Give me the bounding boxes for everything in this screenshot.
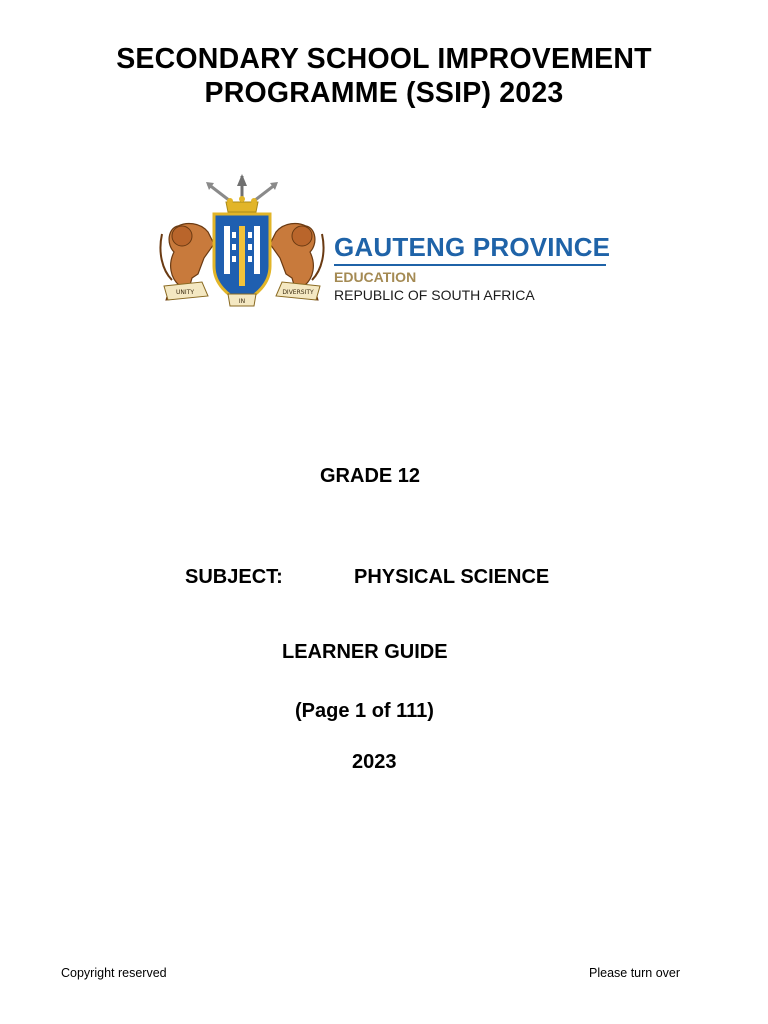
footer-copyright: Copyright reserved — [61, 966, 167, 980]
subject-label: SUBJECT: — [185, 566, 283, 588]
logo-department-text: EDUCATION — [334, 269, 417, 285]
year-heading: 2023 — [352, 751, 397, 773]
coat-of-arms-icon — [158, 174, 326, 314]
title-line-1: SECONDARY SCHOOL IMPROVEMENT — [116, 43, 652, 75]
subject-value: PHYSICAL SCIENCE — [354, 566, 550, 588]
page-count: (Page 1 of 111) — [295, 700, 434, 722]
motto-right: DIVERSITY — [282, 289, 314, 296]
motto-center: IN — [238, 298, 246, 305]
logo-province-text: GAUTENG PROVINCE — [334, 232, 611, 262]
gauteng-education-logo — [158, 174, 618, 314]
logo-underline — [334, 264, 606, 266]
document-title — [0, 42, 768, 110]
footer-turn-over: Please turn over — [589, 966, 681, 980]
guide-heading: LEARNER GUIDE — [282, 641, 448, 663]
title-line-2: PROGRAMME (SSIP) 2023 — [204, 77, 564, 109]
logo-country-text: REPUBLIC OF SOUTH AFRICA — [334, 287, 535, 303]
motto-left: UNITY — [176, 289, 194, 296]
grade-heading: GRADE 12 — [320, 465, 421, 487]
